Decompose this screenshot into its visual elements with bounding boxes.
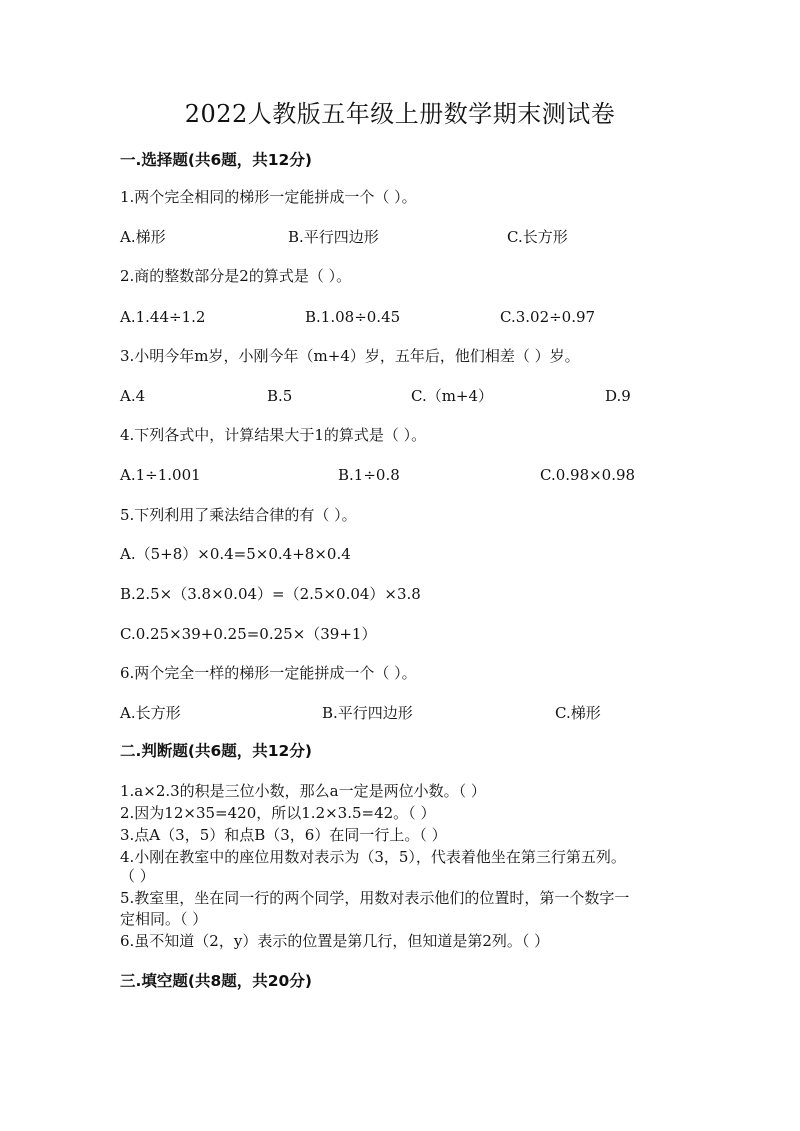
question-4: 4.下列各式中，计算结果大于1的算式是（ ）。 (120, 426, 427, 444)
q6-option-b: B.平行四边形 (322, 704, 413, 722)
q6-option-c: C.梯形 (555, 704, 601, 722)
tf-line-5-cont: 定相同。（ ） (120, 910, 208, 928)
question-2: 2.商的整数部分是2的算式是（ ）。 (120, 267, 352, 285)
section-heading-choice: 一.选择题(共6题，共12分) (120, 151, 312, 169)
tf-line-1: 1.a×2.3的积是三位小数，那么a一定是两位小数。（ ） (120, 782, 486, 800)
tf-line-4-cont: （ ） (120, 867, 155, 885)
q2-option-c: C.3.02÷0.97 (500, 308, 596, 326)
q4-option-c: C.0.98×0.98 (540, 466, 636, 484)
q2-option-b: B.1.08÷0.45 (305, 308, 401, 326)
tf-line-6: 6.虽不知道（2，y）表示的位置是第几行，但知道是第2列。（ ） (120, 932, 550, 950)
tf-line-4: 4.小刚在教室中的座位用数对表示为（3，5），代表着他坐在第三行第五列。 (120, 848, 626, 866)
q4-option-a: A.1÷1.001 (120, 466, 201, 484)
question-5: 5.下列利用了乘法结合律的有（ ）。 (120, 506, 357, 524)
page-title: 2022人教版五年级上册数学期末测试卷 (184, 100, 616, 128)
q1-option-a: A.梯形 (120, 228, 166, 246)
q3-option-a: A.4 (120, 387, 146, 405)
question-6: 6.两个完全一样的梯形一定能拼成一个（ ）。 (120, 664, 417, 682)
tf-line-2: 2.因为12×35=420，所以1.2×3.5=42。（ ） (120, 804, 436, 822)
tf-line-3: 3.点A（3，5）和点B（3，6）在同一行上。（ ） (120, 826, 447, 844)
q2-option-a: A.1.44÷1.2 (120, 308, 206, 326)
q6-option-a: A.长方形 (120, 704, 181, 722)
q5-option-b: B.2.5×（3.8×0.04）=（2.5×0.04）×3.8 (120, 585, 421, 603)
q1-option-b: B.平行四边形 (288, 228, 379, 246)
q5-option-c: C.0.25×39+0.25=0.25×（39+1） (120, 625, 377, 643)
section-heading-true-false: 二.判断题(共6题，共12分) (120, 742, 312, 760)
q1-option-c: C.长方形 (507, 228, 568, 246)
q3-option-c: C.（m+4） (411, 387, 494, 405)
tf-line-5: 5.教室里，坐在同一行的两个同学，用数对表示他们的位置时，第一个数字一 (120, 889, 630, 907)
section-heading-fill-blank: 三.填空题(共8题，共20分) (120, 972, 312, 990)
q4-option-b: B.1÷0.8 (338, 466, 400, 484)
q3-option-b: B.5 (267, 387, 293, 405)
question-3: 3.小明今年m岁，小刚今年（m+4）岁，五年后，他们相差（ ）岁。 (120, 347, 580, 365)
q3-option-d: D.9 (605, 387, 631, 405)
question-1: 1.两个完全相同的梯形一定能拼成一个（ ）。 (120, 188, 417, 206)
q5-option-a: A.（5+8）×0.4=5×0.4+8×0.4 (120, 545, 351, 563)
